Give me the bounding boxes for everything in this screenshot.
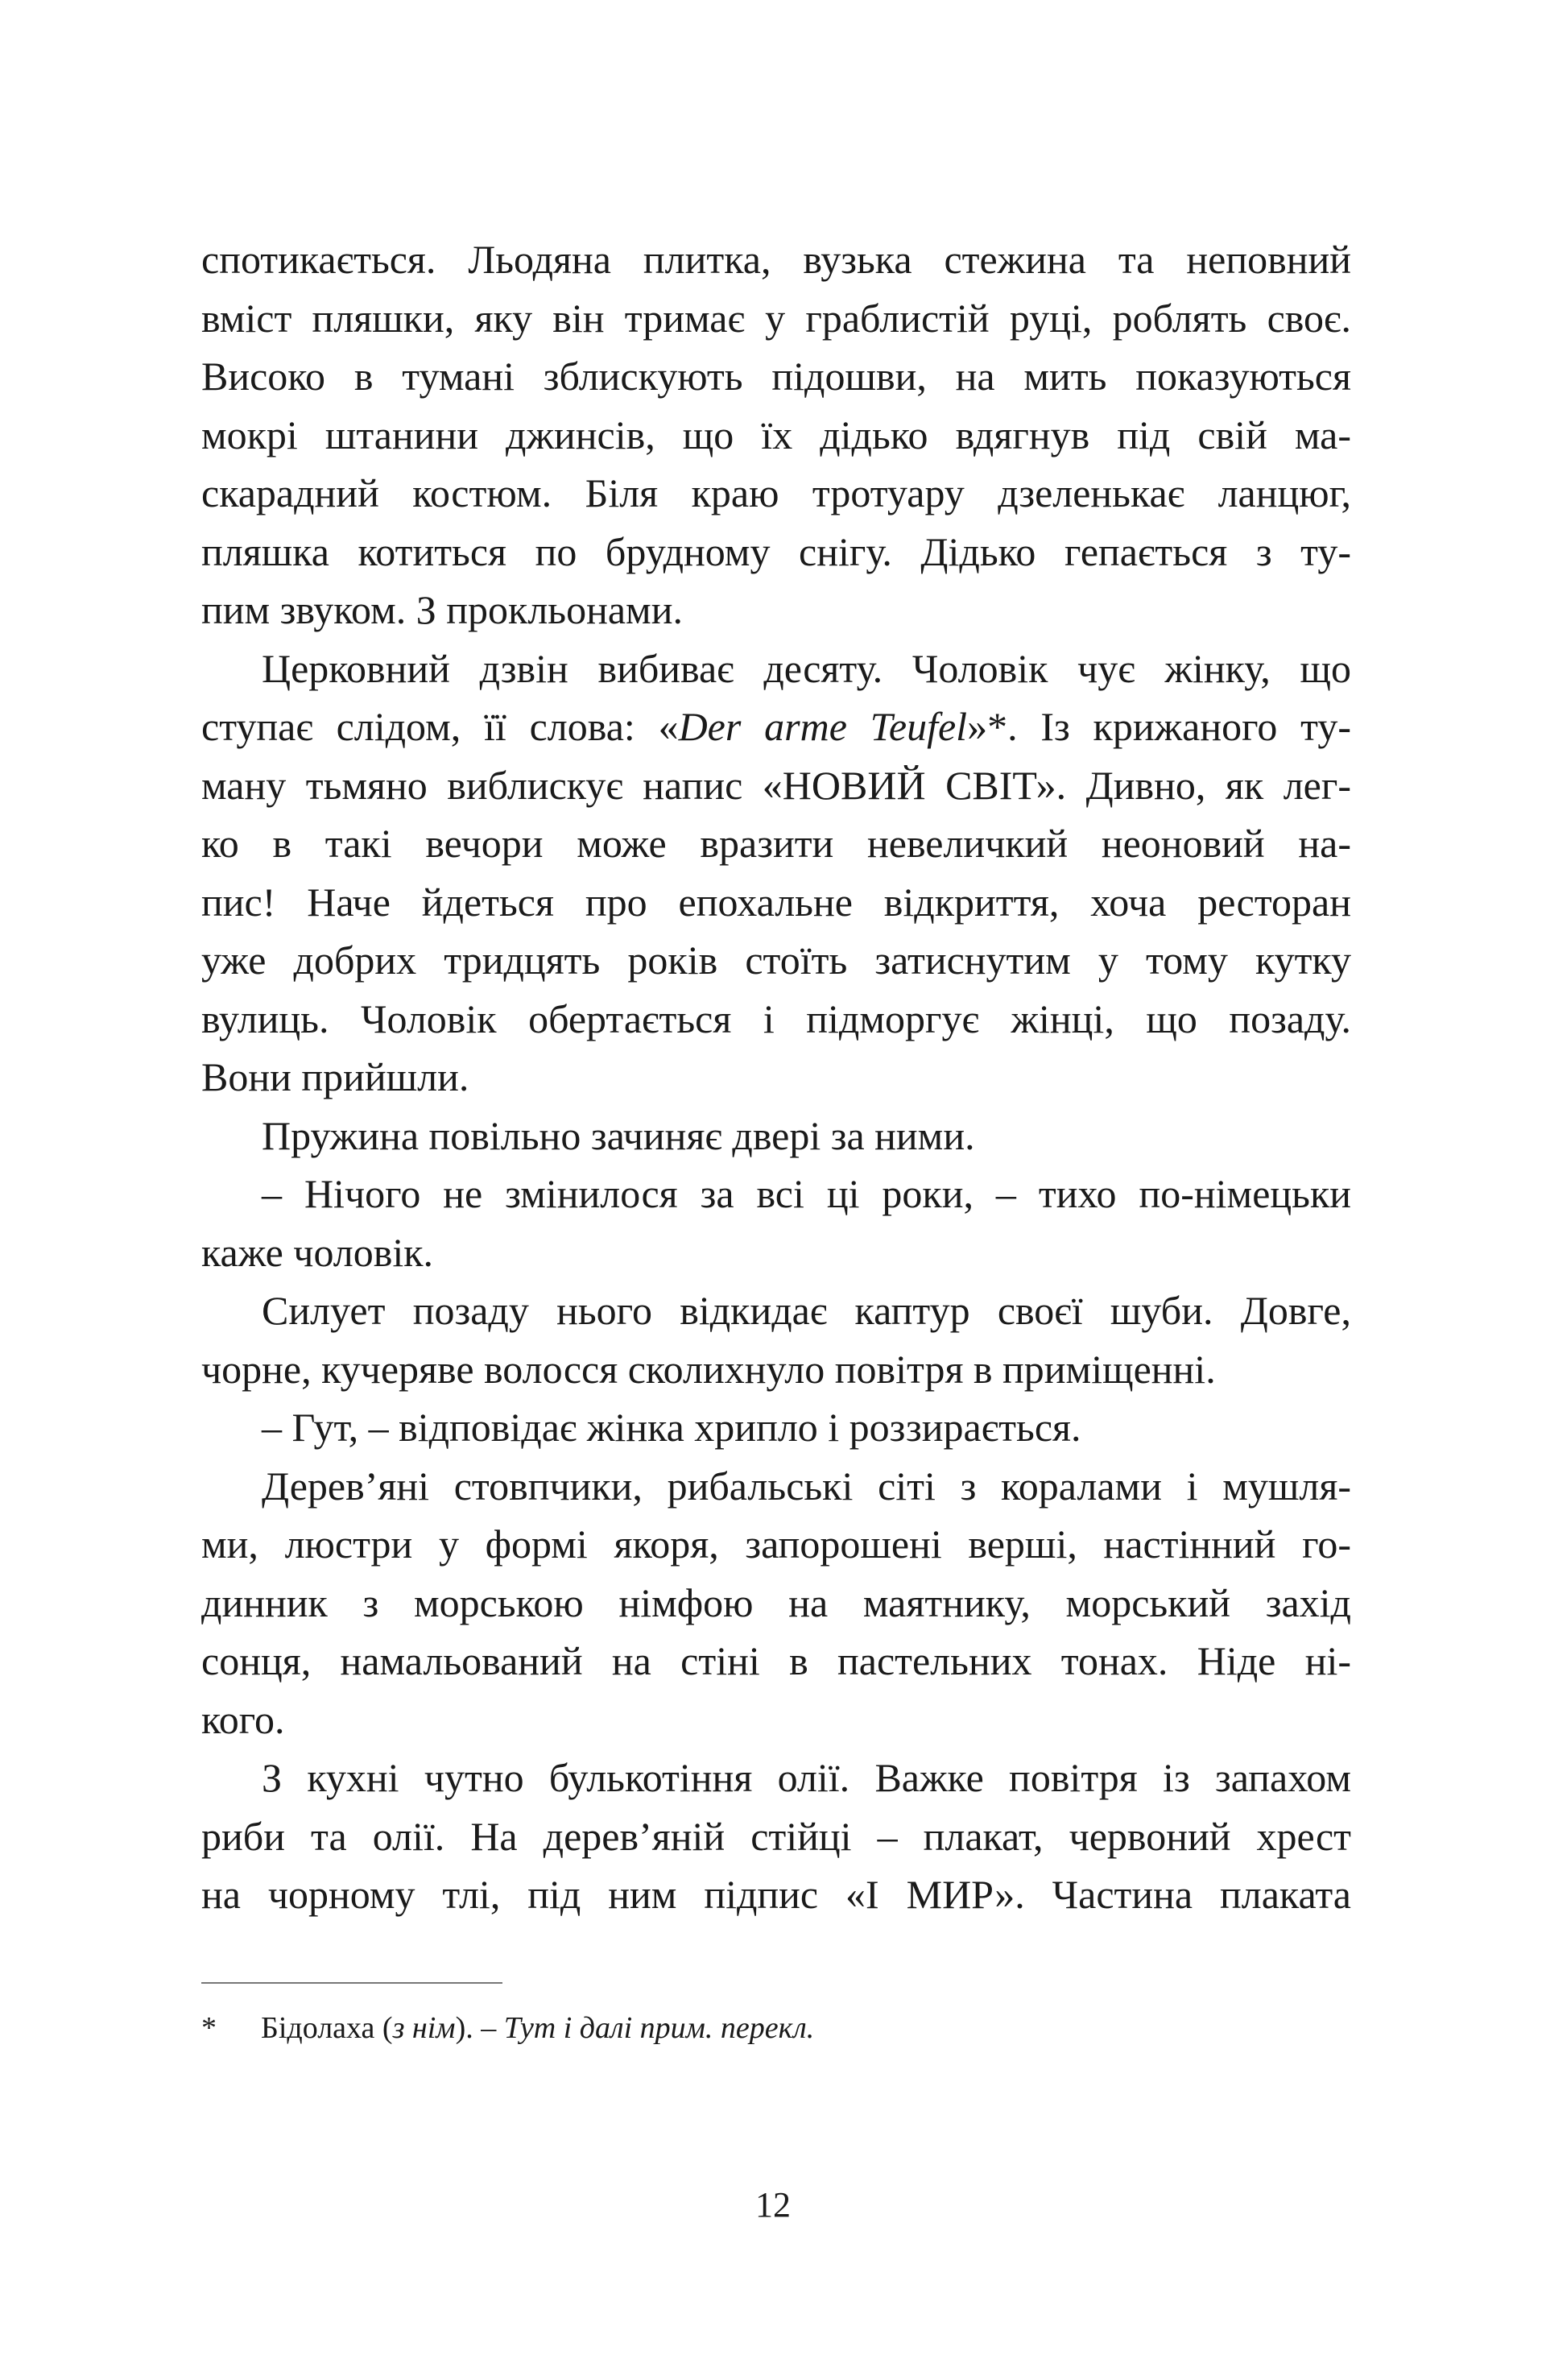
text-line xyxy=(201,1515,1351,1574)
text-segment: пис! Наче йдеться про епохальне відкриття, хоча ресторан xyxy=(201,879,1351,925)
text-segment: – Нічого не змінилося за всі ці роки, – тихо по-німецьки xyxy=(262,1171,1351,1216)
text-line xyxy=(201,756,1351,815)
text-line xyxy=(201,406,1351,465)
text-line xyxy=(201,1574,1351,1633)
text-segment: спотикається. Льодяна плитка, вузька стежина та неповний xyxy=(201,237,1351,282)
text-segment: ману тьмяно виблискує напис «НОВИЙ СВІТ». Дивно, як лег- xyxy=(201,762,1351,808)
text-line xyxy=(201,1048,1351,1107)
text-line xyxy=(201,1165,1351,1223)
text-line xyxy=(201,1749,1351,1807)
text-line xyxy=(201,1281,1351,1340)
text-line xyxy=(201,230,1351,289)
text-segment: уже добрих тридцять років стоїть затиснутим у тому кутку xyxy=(201,938,1351,983)
text-line xyxy=(201,814,1351,873)
text-segment: Пружина повільно зачиняє двері за ними. xyxy=(262,1112,975,1158)
footnote-text xyxy=(261,2009,814,2047)
text-line xyxy=(201,873,1351,932)
page-number: 12 xyxy=(755,2185,791,2225)
text-line xyxy=(201,581,1351,639)
text-line xyxy=(201,1691,1351,1749)
text-line xyxy=(201,1632,1351,1691)
text-segment: риби та олії. На дерев’яній стійці – плакат, червоний хрест xyxy=(201,1813,1351,1859)
text-segment: З кухні чутно булькотіння олії. Важке повітря із запахом xyxy=(262,1755,1351,1800)
text-segment: динник з морською німфою на маятнику, морський захід xyxy=(201,1579,1351,1625)
text-line xyxy=(201,931,1351,990)
text-segment: скарадний костюм. Біля краю тротуару дзеленькає ланцюг, xyxy=(201,470,1351,515)
italic-text: Тут і далі прим. перекл. xyxy=(503,2011,815,2045)
text-segment: вміст пляшки, яку він тримає у граблистій руці, роблять своє. xyxy=(201,295,1351,341)
text-line xyxy=(201,523,1351,582)
text-segment: Силует позаду нього відкидає каптур своєї шуби. Довге, xyxy=(262,1288,1351,1333)
text-line xyxy=(201,697,1351,756)
text-segment: Вони прийшли. xyxy=(201,1054,469,1099)
text-line xyxy=(201,1457,1351,1516)
text-line xyxy=(201,1340,1351,1399)
text-line xyxy=(201,990,1351,1049)
text-segment: ступає слідом, її слова: « xyxy=(201,704,679,749)
text-line xyxy=(201,347,1351,406)
text-segment: мокрі штанини джинсів, що їх дідько вдягнув під свій ма- xyxy=(201,412,1351,457)
text-segment: сонця, намальований на стіні в пастельних тонах. Ніде ні- xyxy=(201,1638,1351,1683)
text-segment: »*. Із крижаного ту- xyxy=(967,704,1351,749)
text-segment: Бідолаха ( xyxy=(261,2011,393,2045)
text-segment: – Гут, – відповідає жінка хрипло і роззирається. xyxy=(262,1405,1081,1450)
italic-text: з нім xyxy=(392,2011,456,2045)
text-segment: ко в такі вечори може вразити невеличкий неоновий на- xyxy=(201,821,1351,866)
text-segment: Дерев’яні стовпчики, рибальські сіті з коралами і мушля- xyxy=(262,1463,1351,1509)
footnote-divider xyxy=(201,1982,502,1984)
text-line xyxy=(201,639,1351,698)
text-line xyxy=(201,289,1351,348)
text-line xyxy=(201,464,1351,523)
text-segment: на чорному тлі, під ним підпис «І МИР». Частина плаката xyxy=(201,1872,1351,1917)
text-segment: Церковний дзвін вибиває десяту. Чоловік чує жінку, що xyxy=(262,645,1351,691)
text-segment: каже чоловік. xyxy=(201,1229,434,1275)
footnote-mark: * xyxy=(201,2011,217,2045)
text-segment: ). – xyxy=(455,2011,504,2045)
text-segment: вулиць. Чоловік обертається і підморгує жінці, що позаду. xyxy=(201,995,1351,1041)
text-line xyxy=(201,1807,1351,1866)
text-line xyxy=(201,1398,1351,1457)
text-line xyxy=(201,1107,1351,1165)
text-segment: пляшка котиться по брудному снігу. Дідько гепається з ту- xyxy=(201,528,1351,574)
text-segment: кого. xyxy=(201,1696,285,1742)
text-segment: Високо в тумані зблискують підошви, на мить показуються xyxy=(201,354,1351,399)
text-segment: чорне, кучеряве волосся сколихнуло повітря в приміщенні. xyxy=(201,1346,1216,1392)
text-line xyxy=(201,1865,1351,1924)
text-segment: пим звуком. З прокльонами. xyxy=(201,587,683,632)
text-segment: ми, люстри у формі якоря, запорошені верші, настінний го- xyxy=(201,1521,1351,1567)
italic-text: Der arme Teufel xyxy=(678,704,968,749)
body-text xyxy=(201,230,1351,1924)
text-line xyxy=(201,1223,1351,1282)
